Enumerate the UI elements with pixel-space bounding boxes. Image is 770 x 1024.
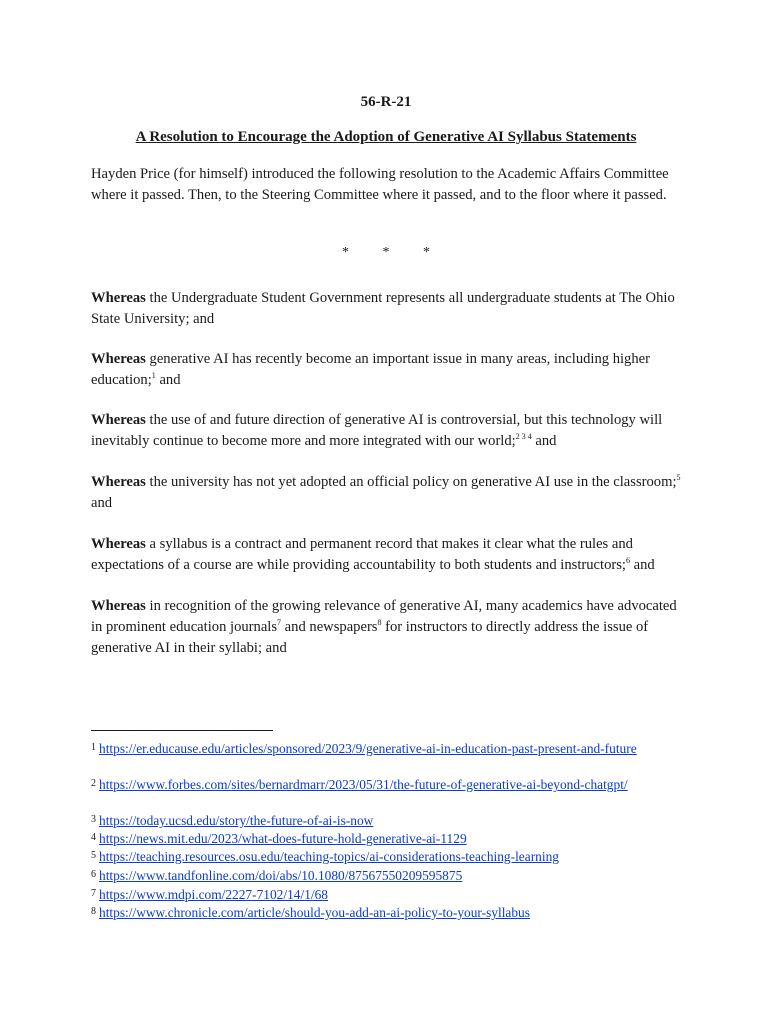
section-separator: * * * xyxy=(342,245,430,260)
footnote-link[interactable]: https://www.forbes.com/sites/bernardmarr/2023/05/31/the-future-of-generative-ai-beyond-chatgpt/ xyxy=(99,777,628,792)
footnote-ref: 6 xyxy=(625,556,630,565)
whereas-label: Whereas xyxy=(91,351,146,367)
clause-text: the university has not yet adopted an official policy on generative AI use in the classroom; xyxy=(149,474,677,490)
footnote-ref: 1 xyxy=(151,371,156,380)
resolution-title: A Resolution to Encourage the Adoption of Generative AI Syllabus Statements xyxy=(135,129,637,145)
clause-text: generative AI has recently become an important issue in many areas, including higher education; xyxy=(91,351,650,388)
whereas-label: Whereas xyxy=(91,412,146,428)
whereas-clause xyxy=(91,288,681,330)
clause-text: in recognition of the growing relevance of generative AI, many academics have advocated in prominent education journals xyxy=(91,598,677,635)
whereas-clause xyxy=(91,596,681,659)
footnote-link[interactable]: https://www.mdpi.com/2227-7102/14/1/68 xyxy=(99,887,329,902)
whereas-label: Whereas xyxy=(91,290,146,306)
footnote-number: 3 xyxy=(91,814,96,825)
footnote-ref: 2 3 4 xyxy=(515,432,532,441)
footnote-number: 6 xyxy=(91,869,96,880)
whereas-clause xyxy=(91,472,681,514)
clause-tail: and xyxy=(155,372,181,388)
clause-tail: and xyxy=(629,557,655,573)
clause-tail: and xyxy=(91,495,113,511)
footnote-item xyxy=(91,885,681,904)
footnote-ref: 7 xyxy=(277,618,282,627)
clause-text: a syllabus is a contract and permanent record that makes it clear what the rules and expectations of a course are while providing accountability to both students and instructors; xyxy=(91,536,633,573)
footnote-item xyxy=(91,847,681,866)
footnote-number: 4 xyxy=(91,832,96,843)
footnote-number: 2 xyxy=(91,778,96,789)
footnote-number: 7 xyxy=(91,888,96,899)
footnote-link[interactable]: https://today.ucsd.edu/story/the-future-of-ai-is-now xyxy=(99,813,374,828)
footnote-item xyxy=(91,829,681,848)
intro-paragraph: Hayden Price (for himself) introduced the following resolution to the Academic Affairs Committee where it passed. Then, to the Steering Committee where it passed, and to the floor where it passed. xyxy=(91,166,669,203)
footnote-item xyxy=(91,903,681,922)
clause-text: the use of and future direction of generative AI is controversial, but this technology will inevitably continue to become more and more integrated with our world; xyxy=(91,412,663,449)
footnote-number: 1 xyxy=(91,742,96,753)
footnote-ref: 8 xyxy=(377,618,382,627)
footnote-link[interactable]: https://news.mit.edu/2023/what-does-future-hold-generative-ai-1129 xyxy=(99,831,467,846)
clause-text: for instructors to directly address the issue of generative AI in their syllabi; and xyxy=(91,619,649,656)
footnote-item xyxy=(91,866,681,885)
footnote-item xyxy=(91,739,681,758)
footnote-item xyxy=(91,811,681,830)
whereas-label: Whereas xyxy=(91,536,146,552)
clause-text: and newspapers xyxy=(281,619,378,635)
footnote-link[interactable]: https://www.chronicle.com/article/should-you-add-an-ai-policy-to-your-syllabus xyxy=(99,905,530,920)
footnote-number: 5 xyxy=(91,850,96,861)
footnote-ref: 5 xyxy=(676,473,681,482)
whereas-label: Whereas xyxy=(91,598,146,614)
footnote-divider xyxy=(91,730,273,731)
document-number: 56-R-21 xyxy=(360,94,412,110)
whereas-clause xyxy=(91,410,681,452)
clause-text: the Undergraduate Student Government represents all undergraduate students at The Ohio State University; and xyxy=(91,290,675,327)
clause-tail: and xyxy=(531,433,557,449)
footnote-link[interactable]: https://er.educause.edu/articles/sponsored/2023/9/generative-ai-in-education-past-present-and-future xyxy=(99,741,637,756)
footnote-link[interactable]: https://www.tandfonline.com/doi/abs/10.1080/87567550209595875 xyxy=(99,868,463,883)
footnote-item xyxy=(91,775,681,794)
whereas-clause xyxy=(91,349,681,391)
whereas-clause xyxy=(91,534,681,576)
footnote-number: 8 xyxy=(91,906,96,917)
whereas-label: Whereas xyxy=(91,474,146,490)
footnote-link[interactable]: https://teaching.resources.osu.edu/teaching-topics/ai-considerations-teaching-learning xyxy=(99,849,559,864)
